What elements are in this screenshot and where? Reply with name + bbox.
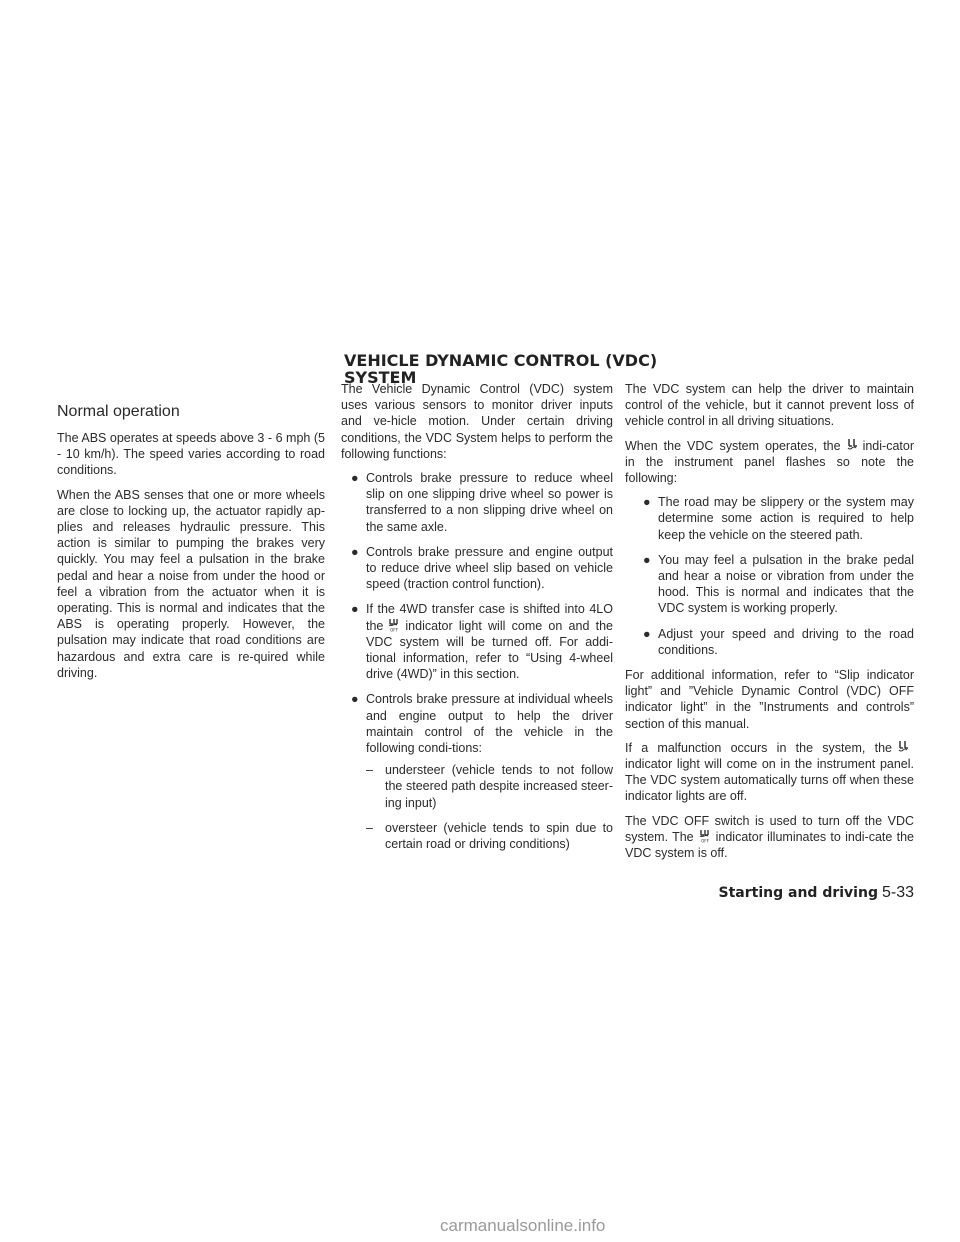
svg-text:OFF: OFF [390,627,399,632]
vdc-notes-list [639,494,914,658]
watermark-text: carmanualsonline.info [440,1216,606,1235]
vdc-limitation-paragraph: The VDC system can help the driver to maintain control of the vehicle, but it cannot prevent loss of vehicle control in all driving situations. [625,382,914,429]
column-1 [57,430,325,689]
bullet: ● [643,626,651,641]
list-item: ● If the 4WD transfer case is shifted into 4LO the OFF indicator light will come on and the VDC system will be turned off. For addi-tional information, refer to “Using 4-wheel drive (4WD)” in this section. [351,602,613,682]
svg-text:OFF: OFF [700,838,709,843]
bullet: ● [643,552,651,567]
list-item: ● Controls brake pressure and engine output to reduce drive wheel slip based on vehicle speed (traction control function). [351,544,613,592]
vdc-intro-paragraph: The Vehicle Dynamic Control (VDC) system uses various sensors to monitor driver inputs and ve-hicle motion. Under certain driving conditions, the VDC System helps to perform the following functions: [341,382,613,461]
bullet: ● [351,692,359,707]
section-heading-line1: VEHICLE DYNAMIC CONTROL (VDC) [344,351,658,370]
dash: – [366,763,373,778]
vdc-function-list [347,470,613,852]
dash: – [366,820,373,835]
list-item: – oversteer (vehicle tends to spin due to certain road or driving conditions) [366,820,613,852]
bullet: ● [351,544,359,559]
bullet: ● [643,495,651,510]
list-item: ● Adjust your speed and driving to the road conditions. [643,626,914,657]
vdc-off-switch-paragraph: The VDC OFF switch is used to turn off the VDC system. The OFF indicator illuminates to indi-cate the VDC system is off. [625,813,914,861]
slip-indicator-icon [845,438,859,452]
normal-operation-heading: Normal operation [57,403,180,420]
vdc-off-indicator-icon [698,829,712,843]
list-item: ● Controls brake pressure to reduce wheel slip on one slipping drive wheel so power is transferred to a non slipping drive wheel on the same axle. [351,471,613,534]
list-item: ● You may feel a pulsation in the brake pedal and hear a noise or vibration from under the hood. This is normal and indicates that the VDC system is working properly. [643,552,914,616]
page-number: 5-33 [881,884,914,901]
vdc-off-indicator-icon [387,618,401,632]
footer-section-name: Starting and driving [718,885,878,901]
vdc-operates-paragraph: When the VDC system operates, the indi-cator in the instrument panel flashes so note the following: [625,438,914,486]
page-footer [719,884,914,902]
malfunction-paragraph: If a malfunction occurs in the system, theindicator light will come on in the instrument panel. The VDC system automatically turns off when these indicator lights are off. [625,740,914,804]
abs-speed-paragraph: The ABS operates at speeds above 3 - 6 mph (5 - 10 km/h). The speed varies according to road conditions. [57,431,325,478]
section-heading-line2: SYSTEM [344,368,417,387]
list-item: ● The road may be slippery or the system may determine some action is required to help keep the vehicle on the steered path. [643,495,914,542]
column-3 [625,381,914,869]
additional-info-paragraph: For additional information, refer to “Slip indicator light” and ”Vehicle Dynamic Control (VDC) OFF indicator light” in the ”Instruments and controls” section of this manual. [625,668,914,731]
slip-indicator-icon [896,740,910,754]
column-2 [341,381,613,861]
condition-list [366,762,613,852]
abs-operation-paragraph: When the ABS senses that one or more wheels are close to locking up, the actuator rapidly ap-plies and releases hydraulic pressure. This action is similar to pumping the brakes very quickly. You may feel a pulsation in the brake pedal and hear a noise from under the hood or feel a vibration from the actuator when it is operating. This is normal and indicates that the ABS is operating properly. However, the pulsation may indicate that road conditions are hazardous and extra care is re-quired while driving. [57,487,325,680]
bullet: ● [351,602,359,617]
list-item: ● Controls brake pressure at individual wheels and engine output to help the driver maintain control of the vehicle in the following condi-tions: – understeer (vehicle tends to not follow the steered path despite increased steer-ing input) – oversteer (vehicle tends to spin due to certain road or driving conditions) [351,692,613,852]
bullet: ● [351,471,359,486]
list-item: – understeer (vehicle tends to not follow the steered path despite increased steer-ing input) [366,763,613,810]
